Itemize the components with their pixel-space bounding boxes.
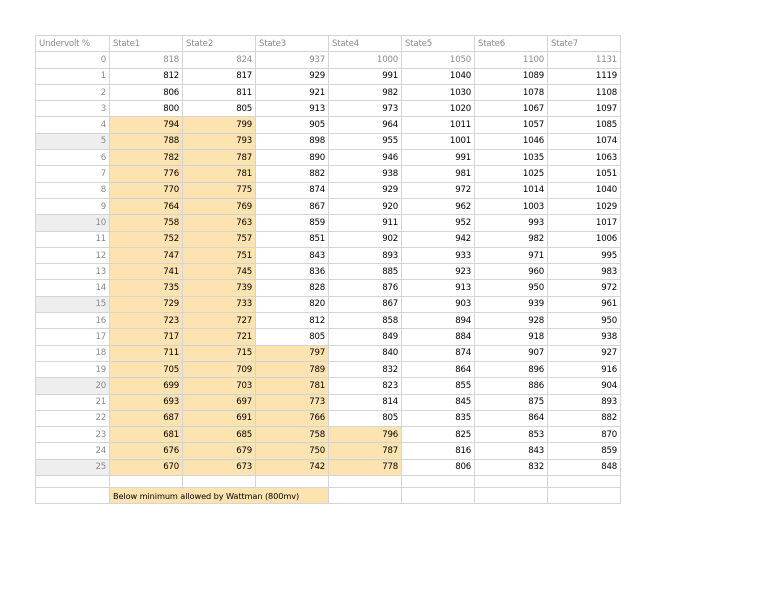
value-cell[interactable]: 769 [183,198,256,214]
value-cell[interactable]: 938 [329,166,402,182]
value-cell[interactable]: 805 [329,410,402,426]
value-cell[interactable]: 916 [548,361,621,377]
header-row [36,36,621,52]
value-cell[interactable]: 812 [256,313,329,329]
reference-value-cell[interactable]: 824 [183,52,256,68]
header-cell-state5[interactable]: State5 [402,36,475,52]
value-cell[interactable]: 867 [256,198,329,214]
value-cell[interactable]: 758 [256,427,329,443]
value-cell[interactable]: 864 [475,410,548,426]
value-cell[interactable]: 1097 [548,101,621,117]
value-cell[interactable]: 691 [183,410,256,426]
table-row [36,443,621,459]
table-row [36,215,621,231]
value-cell[interactable]: 893 [329,247,402,263]
value-cell[interactable]: 886 [475,378,548,394]
value-cell[interactable]: 843 [256,247,329,263]
value-cell[interactable]: 836 [256,264,329,280]
value-cell[interactable]: 703 [183,378,256,394]
table-row [36,427,621,443]
value-cell[interactable]: 911 [329,215,402,231]
value-cell[interactable]: 778 [329,459,402,475]
value-cell[interactable]: 1001 [402,133,475,149]
value-cell[interactable]: 1089 [475,68,548,84]
empty-cell[interactable] [475,488,548,504]
value-cell[interactable]: 905 [256,117,329,133]
value-cell[interactable]: 745 [183,264,256,280]
value-cell[interactable]: 1040 [402,68,475,84]
value-cell[interactable]: 1057 [475,117,548,133]
value-cell[interactable]: 711 [110,345,183,361]
value-cell[interactable]: 874 [402,345,475,361]
value-cell[interactable]: 788 [110,133,183,149]
row-label[interactable]: 2 [36,84,110,100]
value-cell[interactable]: 773 [256,394,329,410]
value-cell[interactable]: 929 [256,68,329,84]
row-label[interactable]: 3 [36,101,110,117]
value-cell[interactable]: 1040 [548,182,621,198]
row-label[interactable]: 17 [36,329,110,345]
value-cell[interactable]: 960 [475,264,548,280]
value-cell[interactable]: 751 [183,247,256,263]
value-cell[interactable]: 693 [110,394,183,410]
table-row [36,133,621,149]
spreadsheet-body [36,36,621,504]
value-cell[interactable]: 739 [183,280,256,296]
row-label[interactable]: 22 [36,410,110,426]
row-label[interactable]: 9 [36,198,110,214]
value-cell[interactable]: 952 [402,215,475,231]
value-cell[interactable]: 763 [183,215,256,231]
row-label[interactable]: 7 [36,166,110,182]
value-cell[interactable]: 864 [402,361,475,377]
value-cell[interactable]: 981 [402,166,475,182]
value-cell[interactable]: 699 [110,378,183,394]
empty-cell[interactable] [402,488,475,504]
value-cell[interactable]: 673 [183,459,256,475]
value-cell[interactable]: 982 [329,84,402,100]
value-cell[interactable]: 775 [183,182,256,198]
value-cell[interactable]: 823 [329,378,402,394]
value-cell[interactable]: 715 [183,345,256,361]
row-label[interactable]: 23 [36,427,110,443]
value-cell[interactable]: 717 [110,329,183,345]
value-cell[interactable]: 904 [548,378,621,394]
value-cell[interactable]: 1078 [475,84,548,100]
value-cell[interactable]: 793 [183,133,256,149]
value-cell[interactable]: 1051 [548,166,621,182]
reference-value-cell[interactable]: 937 [256,52,329,68]
empty-cell[interactable] [36,476,110,488]
value-cell[interactable]: 757 [183,231,256,247]
value-cell[interactable]: 781 [256,378,329,394]
table-row [36,247,621,263]
value-cell[interactable]: 938 [548,329,621,345]
table-row [36,361,621,377]
value-cell[interactable]: 918 [475,329,548,345]
empty-cell[interactable] [183,476,256,488]
value-cell[interactable]: 806 [110,84,183,100]
header-cell-state4[interactable]: State4 [329,36,402,52]
row-label[interactable]: 19 [36,361,110,377]
reference-value-cell[interactable]: 1100 [475,52,548,68]
row-label[interactable]: 6 [36,150,110,166]
value-cell[interactable]: 843 [475,443,548,459]
value-cell[interactable]: 920 [329,198,402,214]
empty-cell[interactable] [475,476,548,488]
value-cell[interactable]: 709 [183,361,256,377]
table-row [36,329,621,345]
row-label[interactable]: 14 [36,280,110,296]
empty-cell[interactable] [110,476,183,488]
value-cell[interactable]: 858 [329,313,402,329]
value-cell[interactable]: 923 [402,264,475,280]
value-cell[interactable]: 875 [475,394,548,410]
value-cell[interactable]: 776 [110,166,183,182]
value-cell[interactable]: 1017 [548,215,621,231]
value-cell[interactable]: 820 [256,296,329,312]
value-cell[interactable]: 1030 [402,84,475,100]
value-cell[interactable]: 796 [329,427,402,443]
value-cell[interactable]: 687 [110,410,183,426]
table-row [36,459,621,475]
value-cell[interactable]: 735 [110,280,183,296]
value-cell[interactable]: 679 [183,443,256,459]
value-cell[interactable]: 964 [329,117,402,133]
value-cell[interactable]: 903 [402,296,475,312]
table-row [36,182,621,198]
row-label[interactable]: 25 [36,459,110,475]
value-cell[interactable]: 983 [548,264,621,280]
row-label[interactable]: 8 [36,182,110,198]
value-cell[interactable]: 828 [256,280,329,296]
reference-value-cell[interactable]: 1050 [402,52,475,68]
value-cell[interactable]: 882 [256,166,329,182]
value-cell[interactable]: 800 [110,101,183,117]
table-row [36,264,621,280]
row-label[interactable]: 5 [36,133,110,149]
value-cell[interactable]: 733 [183,296,256,312]
value-cell[interactable]: 933 [402,247,475,263]
value-cell[interactable]: 884 [402,329,475,345]
value-cell[interactable]: 855 [402,378,475,394]
value-cell[interactable]: 1020 [402,101,475,117]
row-label[interactable]: 11 [36,231,110,247]
empty-cell[interactable] [548,488,621,504]
table-row [36,84,621,100]
value-cell[interactable]: 750 [256,443,329,459]
value-cell[interactable]: 770 [110,182,183,198]
table-row [36,378,621,394]
row-label[interactable]: 15 [36,296,110,312]
row-label[interactable]: 10 [36,215,110,231]
value-cell[interactable]: 1074 [548,133,621,149]
value-cell[interactable]: 1046 [475,133,548,149]
value-cell[interactable]: 723 [110,313,183,329]
value-cell[interactable]: 1063 [548,150,621,166]
table-row [36,296,621,312]
row-label[interactable]: 24 [36,443,110,459]
value-cell[interactable]: 805 [256,329,329,345]
value-cell[interactable]: 973 [329,101,402,117]
value-cell[interactable]: 885 [329,264,402,280]
empty-row [36,476,621,488]
empty-cell[interactable] [548,476,621,488]
value-cell[interactable]: 848 [548,459,621,475]
empty-cell[interactable] [256,476,329,488]
value-cell[interactable]: 962 [402,198,475,214]
value-cell[interactable]: 927 [548,345,621,361]
value-cell[interactable]: 972 [402,182,475,198]
value-cell[interactable]: 851 [256,231,329,247]
value-cell[interactable]: 995 [548,247,621,263]
value-cell[interactable]: 961 [548,296,621,312]
row-label[interactable]: 21 [36,394,110,410]
value-cell[interactable]: 859 [548,443,621,459]
header-cell-state1[interactable]: State1 [110,36,183,52]
value-cell[interactable]: 991 [329,68,402,84]
row-label[interactable]: 0 [36,52,110,68]
value-cell[interactable]: 853 [475,427,548,443]
value-cell[interactable]: 741 [110,264,183,280]
value-cell[interactable]: 832 [329,361,402,377]
table-row [36,410,621,426]
value-cell[interactable]: 697 [183,394,256,410]
reference-value-cell[interactable]: 818 [110,52,183,68]
row-label[interactable]: 12 [36,247,110,263]
value-cell[interactable]: 840 [329,345,402,361]
value-cell[interactable]: 789 [256,361,329,377]
row-label[interactable]: 20 [36,378,110,394]
empty-cell[interactable] [329,476,402,488]
header-cell-state3[interactable]: State3 [256,36,329,52]
value-cell[interactable]: 764 [110,198,183,214]
legend-cell[interactable]: Below minimum allowed by Wattman (800mv) [110,488,329,504]
value-cell[interactable]: 781 [183,166,256,182]
value-cell[interactable]: 913 [256,101,329,117]
row-label[interactable]: 16 [36,313,110,329]
table-row [36,166,621,182]
value-cell[interactable]: 814 [329,394,402,410]
value-cell[interactable]: 939 [475,296,548,312]
value-cell[interactable]: 902 [329,231,402,247]
value-cell[interactable]: 942 [402,231,475,247]
value-cell[interactable]: 787 [183,150,256,166]
value-cell[interactable]: 1035 [475,150,548,166]
value-cell[interactable]: 870 [548,427,621,443]
header-cell-state2[interactable]: State2 [183,36,256,52]
value-cell[interactable]: 758 [110,215,183,231]
value-cell[interactable]: 894 [402,313,475,329]
value-cell[interactable]: 794 [110,117,183,133]
value-cell[interactable]: 811 [183,84,256,100]
value-cell[interactable]: 782 [110,150,183,166]
value-cell[interactable]: 907 [475,345,548,361]
value-cell[interactable]: 805 [183,101,256,117]
empty-cell[interactable] [36,488,110,504]
value-cell[interactable]: 874 [256,182,329,198]
value-cell[interactable]: 685 [183,427,256,443]
value-cell[interactable]: 742 [256,459,329,475]
value-cell[interactable]: 1085 [548,117,621,133]
reference-row [36,52,621,68]
value-cell[interactable]: 993 [475,215,548,231]
spreadsheet-table [35,35,621,504]
value-cell[interactable]: 1025 [475,166,548,182]
reference-value-cell[interactable]: 1131 [548,52,621,68]
value-cell[interactable]: 816 [402,443,475,459]
empty-cell[interactable] [329,488,402,504]
value-cell[interactable]: 835 [402,410,475,426]
table-row [36,394,621,410]
value-cell[interactable]: 890 [256,150,329,166]
value-cell[interactable]: 859 [256,215,329,231]
table-row [36,198,621,214]
row-label[interactable]: 13 [36,264,110,280]
table-row [36,101,621,117]
value-cell[interactable]: 971 [475,247,548,263]
row-label[interactable]: 1 [36,68,110,84]
value-cell[interactable]: 946 [329,150,402,166]
row-label[interactable]: 18 [36,345,110,361]
header-cell-state7[interactable]: State7 [548,36,621,52]
reference-value-cell[interactable]: 1000 [329,52,402,68]
value-cell[interactable]: 950 [475,280,548,296]
value-cell[interactable]: 727 [183,313,256,329]
value-cell[interactable]: 1014 [475,182,548,198]
table-row [36,68,621,84]
value-cell[interactable]: 893 [548,394,621,410]
value-cell[interactable]: 982 [475,231,548,247]
value-cell[interactable]: 806 [402,459,475,475]
table-row [36,117,621,133]
value-cell[interactable]: 1067 [475,101,548,117]
value-cell[interactable]: 913 [402,280,475,296]
value-cell[interactable]: 705 [110,361,183,377]
value-cell[interactable]: 670 [110,459,183,475]
value-cell[interactable]: 817 [183,68,256,84]
value-cell[interactable]: 787 [329,443,402,459]
value-cell[interactable]: 867 [329,296,402,312]
empty-cell[interactable] [402,476,475,488]
value-cell[interactable]: 898 [256,133,329,149]
value-cell[interactable]: 955 [329,133,402,149]
value-cell[interactable]: 1003 [475,198,548,214]
value-cell[interactable]: 991 [402,150,475,166]
row-label[interactable]: 4 [36,117,110,133]
value-cell[interactable]: 1119 [548,68,621,84]
value-cell[interactable]: 882 [548,410,621,426]
value-cell[interactable]: 752 [110,231,183,247]
value-cell[interactable]: 766 [256,410,329,426]
value-cell[interactable]: 1006 [548,231,621,247]
value-cell[interactable]: 950 [548,313,621,329]
value-cell[interactable]: 849 [329,329,402,345]
value-cell[interactable]: 812 [110,68,183,84]
value-cell[interactable]: 845 [402,394,475,410]
legend-row [36,488,621,504]
value-cell[interactable]: 972 [548,280,621,296]
value-cell[interactable]: 681 [110,427,183,443]
value-cell[interactable]: 721 [183,329,256,345]
table-row [36,150,621,166]
value-cell[interactable]: 747 [110,247,183,263]
header-cell-state6[interactable]: State6 [475,36,548,52]
table-row [36,345,621,361]
header-cell-undervolt[interactable]: Undervolt % [36,36,110,52]
value-cell[interactable]: 921 [256,84,329,100]
value-cell[interactable]: 1029 [548,198,621,214]
value-cell[interactable]: 1108 [548,84,621,100]
value-cell[interactable]: 825 [402,427,475,443]
value-cell[interactable]: 896 [475,361,548,377]
value-cell[interactable]: 797 [256,345,329,361]
table-row [36,231,621,247]
value-cell[interactable]: 876 [329,280,402,296]
table-row [36,313,621,329]
table-row [36,280,621,296]
value-cell[interactable]: 928 [475,313,548,329]
value-cell[interactable]: 1011 [402,117,475,133]
value-cell[interactable]: 799 [183,117,256,133]
value-cell[interactable]: 676 [110,443,183,459]
value-cell[interactable]: 832 [475,459,548,475]
value-cell[interactable]: 729 [110,296,183,312]
value-cell[interactable]: 929 [329,182,402,198]
